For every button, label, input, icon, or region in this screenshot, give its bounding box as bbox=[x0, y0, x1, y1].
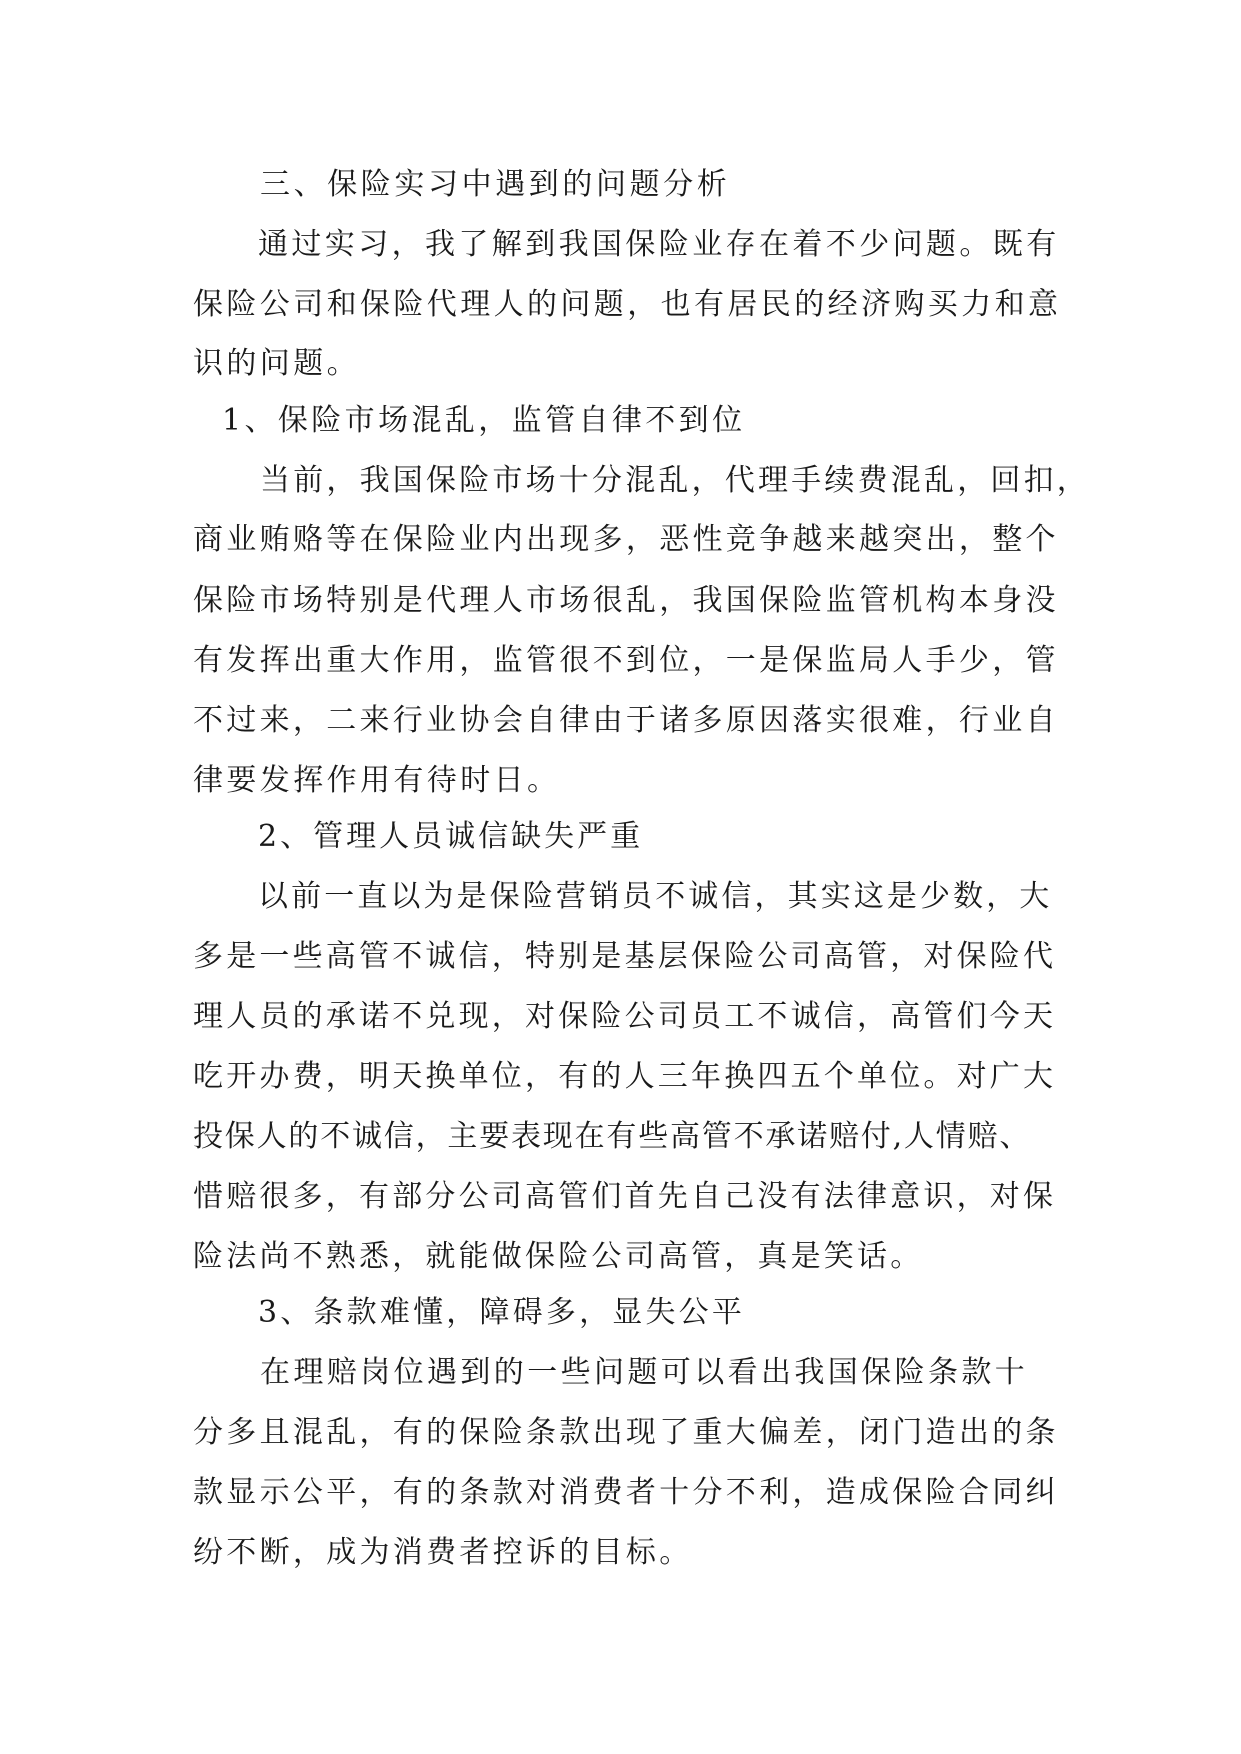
paragraph-line: 惜赔很多，有部分公司高管们首先自己没有法律意识，对保 bbox=[193, 1179, 1057, 1214]
subheading-3: 3、条款难懂，障碍多，显失公平 bbox=[258, 1295, 746, 1330]
paragraph-line: 纷不断，成为消费者控诉的目标。 bbox=[193, 1535, 693, 1570]
paragraph-line: 在理赔岗位遇到的一些问题可以看出我国保险条款十 bbox=[260, 1355, 1029, 1390]
section-heading: 三、保险实习中遇到的问题分析 bbox=[260, 167, 731, 202]
paragraph-line: 有发挥出重大作用，监管很不到位，一是保监局人手少，管 bbox=[193, 643, 1059, 678]
paragraph-line: 吃开办费，明天换单位，有的人三年换四五个单位。对广大 bbox=[193, 1059, 1057, 1094]
paragraph-line: 理人员的承诺不兑现，对保险公司员工不诚信，高管们今天 bbox=[193, 999, 1057, 1034]
paragraph-line: 律要发挥作用有待时日。 bbox=[193, 763, 561, 798]
paragraph-line: 保险公司和保险代理人的问题，也有居民的经济购买力和意 bbox=[193, 287, 1062, 322]
paragraph-line: 通过实习，我了解到我国保险业存在着不少问题。既有 bbox=[258, 227, 1060, 262]
paragraph-line: 分多且混乱，有的保险条款出现了重大偏差，闭门造出的条 bbox=[193, 1415, 1059, 1450]
paragraph-line: 以前一直以为是保险营销员不诚信，其实这是少数，大 bbox=[258, 879, 1053, 914]
paragraph-line: 商业贿赂等在保险业内出现多，恶性竞争越来越突出，整个 bbox=[193, 522, 1059, 557]
paragraph-line: 险法尚不熟悉，就能做保险公司高管，真是笑话。 bbox=[193, 1239, 924, 1274]
subheading-2: 2、管理人员诚信缺失严重 bbox=[258, 819, 644, 854]
paragraph-line: 投保人的不诚信，主要表现在有些高管不承诺赔付,人情赔、 bbox=[193, 1119, 1032, 1154]
paragraph-line: 保险市场特别是代理人市场很乱，我国保险监管机构本身没 bbox=[193, 583, 1059, 618]
subheading-1: 1、保险市场混乱，监管自律不到位 bbox=[222, 403, 746, 438]
paragraph-line: 不过来，二来行业协会自律由于诸多原因落实很难，行业自 bbox=[193, 703, 1059, 738]
paragraph-line: 当前，我国保险市场十分混乱，代理手续费混乱，回扣， bbox=[260, 463, 1090, 498]
paragraph-line: 多是一些高管不诚信，特别是基层保险公司高管，对保险代 bbox=[193, 939, 1057, 974]
paragraph-line: 识的问题。 bbox=[193, 346, 360, 381]
paragraph-line: 款显示公平，有的条款对消费者十分不利，造成保险合同纠 bbox=[193, 1475, 1059, 1510]
